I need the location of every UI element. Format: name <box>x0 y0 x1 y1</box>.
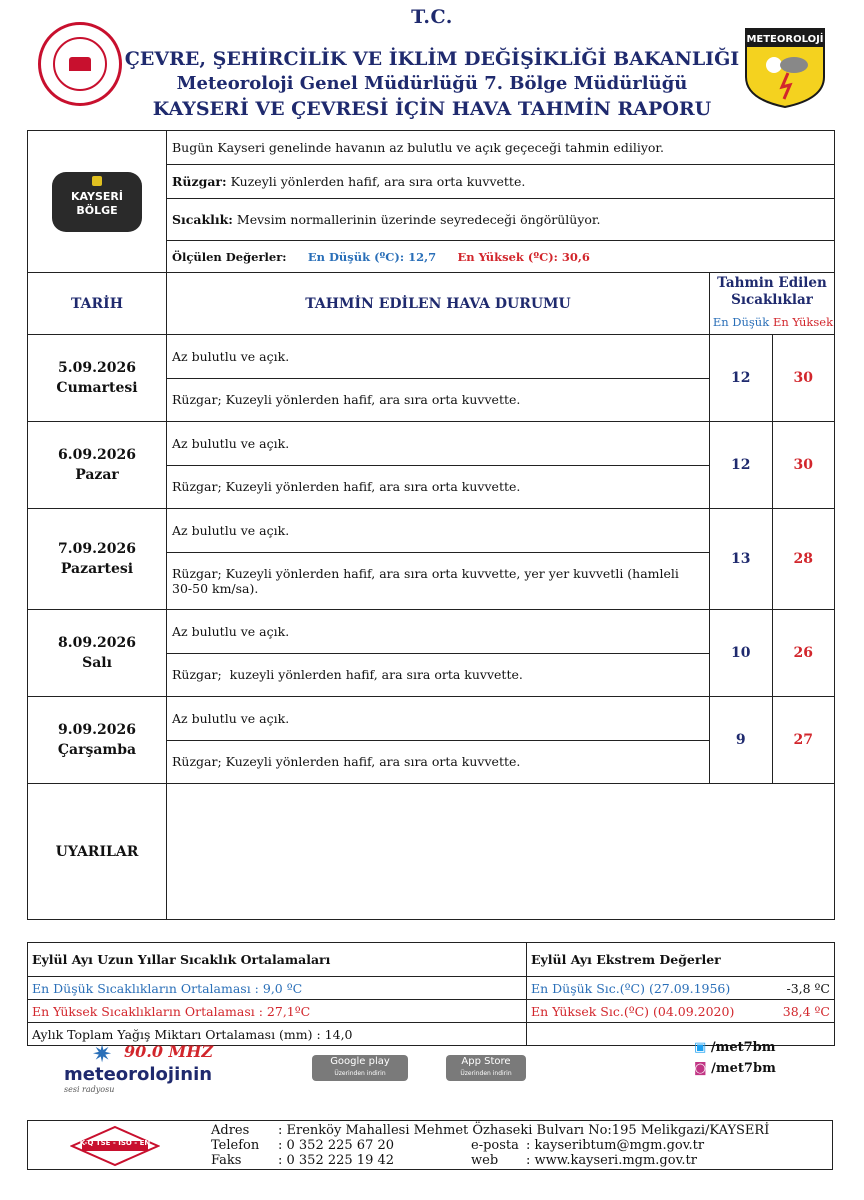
google-play-label: Google play <box>330 1056 390 1067</box>
day-cell <box>28 335 167 422</box>
extreme-min-label: En Düşük Sıc.(ºC) (27.09.1956) <box>527 977 747 1000</box>
day-max: 30 <box>772 422 835 509</box>
day-date: 5.09.2026 <box>58 360 136 376</box>
instagram-handle-text: /met7bm <box>711 1061 776 1076</box>
email-label: e-posta <box>471 1138 519 1153</box>
logo-right-label: METEOROLOJİ <box>746 34 824 45</box>
empty-cell <box>527 1023 835 1046</box>
app-store-sublabel: Üzerinden indirin <box>460 1070 512 1077</box>
header-directorate: Meteoroloji Genel Müdürlüğü 7. Bölge Müdürlüğü <box>176 73 688 94</box>
avg-min-temp: En Düşük Sıcaklıkların Ortalaması : 9,0 ºC <box>28 977 527 1000</box>
meteoroloji-logo <box>744 27 826 109</box>
temps-header-line-2: Sıcaklıklar <box>731 291 813 308</box>
day-forecast <box>167 422 710 509</box>
region-logo-cell <box>28 131 167 273</box>
day-forecast <box>167 697 710 784</box>
day-forecast <box>167 335 710 422</box>
temp-summary <box>167 199 835 241</box>
day-weekday: Çarşamba <box>57 742 137 758</box>
monthly-stats-table <box>27 942 835 1046</box>
day-weekday: Cumartesi <box>56 380 138 396</box>
wind-summary-text: Kuzeyli yönlerden hafif, ara sıra orta kuvvette. <box>230 174 526 189</box>
google-play-button[interactable] <box>312 1055 408 1081</box>
temp-label: Sıcaklık: <box>172 212 233 227</box>
phone-value: : 0 352 225 67 20 <box>278 1138 395 1153</box>
max-column-header: En Yüksek <box>772 311 835 335</box>
measured-label: Ölçülen Değerler: <box>172 249 287 264</box>
day-sky: Az bulutlu ve açık. <box>167 422 709 465</box>
wind-summary <box>167 165 835 199</box>
day-sky: Az bulutlu ve açık. <box>167 335 709 378</box>
instagram-handle[interactable] <box>694 1061 776 1076</box>
address-value: : Erenköy Mahallesi Mehmet Özhaseki Bulvarı No:195 Melikgazi/KAYSERİ <box>278 1123 770 1138</box>
fax-label: Faks <box>211 1153 242 1168</box>
day-cell <box>28 610 167 697</box>
extreme-max-label: En Yüksek Sıc.(ºC) (04.09.2020) <box>527 1000 747 1023</box>
table-row <box>28 610 835 697</box>
app-store-button[interactable] <box>446 1055 526 1081</box>
cert-text: K-Q TSE - ISO - EN 9000 <box>79 1139 151 1159</box>
phone-label: Telefon <box>211 1138 260 1153</box>
badge-icon <box>92 176 102 186</box>
day-weekday: Salı <box>82 655 112 671</box>
day-weekday: Pazartesi <box>60 561 134 577</box>
warnings-label: UYARILAR <box>28 784 167 920</box>
measured-max: En Yüksek (ºC): 30,6 <box>457 249 590 264</box>
radio-name: meteorolojinin <box>64 1064 213 1085</box>
table-row <box>28 697 835 784</box>
header-ministry: ÇEVRE, ŞEHİRCİLİK VE İKLİM DEĞİŞİKLİĞİ BAKANLIĞI <box>124 48 740 70</box>
day-date: 8.09.2026 <box>58 635 136 651</box>
twitter-handle-text: /met7bm <box>710 1040 776 1055</box>
extreme-values-title: Eylül Ayı Ekstrem Değerler <box>527 943 835 977</box>
day-wind: Rüzgar; Kuzeyli yönlerden hafif, ara sıra orta kuvvette, yer yer kuvvetli (hamleli 30-50 km/sa). <box>172 565 679 596</box>
avg-rainfall: Aylık Toplam Yağış Miktarı Ortalaması (mm) : 14,0 <box>28 1023 527 1046</box>
report-title: KAYSERİ VE ÇEVRESİ İÇİN HAVA TAHMİN RAPORU <box>152 98 712 120</box>
email-value[interactable]: : kayseribtum@mgm.gov.tr <box>526 1138 705 1153</box>
temps-column-header <box>710 273 835 311</box>
table-row <box>28 422 835 509</box>
measured-values <box>167 241 835 273</box>
day-max: 26 <box>772 610 835 697</box>
google-play-sublabel: Üzerinden indirin <box>334 1070 386 1077</box>
twitter-icon: ▣ <box>694 1040 707 1055</box>
date-column-header: TARİH <box>28 273 167 335</box>
avg-max-temp: En Yüksek Sıcaklıkların Ortalaması : 27,1ºC <box>28 1000 527 1023</box>
day-forecast <box>167 610 710 697</box>
warnings-row <box>28 784 835 920</box>
forecast-table <box>27 130 835 920</box>
day-max: 30 <box>772 335 835 422</box>
day-sky: Az bulutlu ve açık. <box>167 509 709 552</box>
day-min: 13 <box>710 509 773 610</box>
logo-line-2: BÖLGE <box>76 203 118 217</box>
extreme-min-value: -3,8 ºC <box>746 977 835 1000</box>
day-cell <box>28 509 167 610</box>
app-store-label: App Store <box>461 1056 511 1067</box>
day-min: 9 <box>710 697 773 784</box>
measured-min: En Düşük (ºC): 12,7 <box>307 249 437 264</box>
web-value[interactable]: : www.kayseri.mgm.gov.tr <box>526 1153 697 1168</box>
temp-summary-text: Mevsim normallerinin üzerinde seyredeceği öngörülüyor. <box>236 212 601 227</box>
radio-frequency: 90.0 MHZ <box>124 1042 214 1061</box>
day-wind: Rüzgar; kuzeyli yönlerden hafif, ara sıra orta kuvvette. <box>172 667 523 683</box>
day-wind: Rüzgar; Kuzeyli yönlerden hafif, ara sıra orta kuvvette. <box>172 392 521 408</box>
day-min: 10 <box>710 610 773 697</box>
footer-contact <box>27 1120 833 1170</box>
min-column-header: En Düşük <box>710 311 773 335</box>
day-forecast <box>167 509 710 610</box>
day-cell <box>28 422 167 509</box>
day-weekday: Pazar <box>75 467 119 483</box>
instagram-icon: ◙ <box>694 1061 707 1076</box>
day-min: 12 <box>710 422 773 509</box>
day-date: 6.09.2026 <box>58 447 136 463</box>
header-line-1: T.C. <box>411 6 453 28</box>
day-sky: Az bulutlu ve açık. <box>167 610 709 653</box>
summary-text: Bugün Kayseri genelinde havanın az bulutlu ve açık geçeceği tahmin ediliyor. <box>167 131 835 165</box>
day-wind: Rüzgar; Kuzeyli yönlerden hafif, ara sıra orta kuvvette. <box>172 754 521 770</box>
radio-logo <box>64 1040 224 1096</box>
logo-line-1: KAYSERİ <box>71 189 123 203</box>
extreme-max-value: 38,4 ºC <box>746 1000 835 1023</box>
long-term-averages-title: Eylül Ayı Uzun Yıllar Sıcaklık Ortalamaları <box>28 943 527 977</box>
web-label: web <box>471 1153 499 1168</box>
warnings-content <box>167 784 835 920</box>
day-cell <box>28 697 167 784</box>
day-max: 28 <box>772 509 835 610</box>
fax-value: : 0 352 225 19 42 <box>278 1153 395 1168</box>
day-sky: Az bulutlu ve açık. <box>167 697 709 740</box>
day-date: 7.09.2026 <box>58 541 136 557</box>
forecast-column-header: TAHMİN EDİLEN HAVA DURUMU <box>167 273 710 335</box>
twitter-handle[interactable] <box>694 1040 776 1055</box>
kayseri-region-logo <box>52 172 142 232</box>
radio-star-icon: ✷ <box>92 1040 113 1068</box>
address-label: Adres <box>211 1123 250 1138</box>
table-row <box>28 335 835 422</box>
temps-header-line-1: Tahmin Edilen <box>717 274 827 291</box>
wind-label: Rüzgar: <box>172 174 227 189</box>
radio-tagline: sesi radyosu <box>64 1085 115 1094</box>
day-date: 9.09.2026 <box>58 722 136 738</box>
day-max: 27 <box>772 697 835 784</box>
table-row <box>28 509 835 610</box>
day-wind: Rüzgar; Kuzeyli yönlerden hafif, ara sıra orta kuvvette. <box>172 479 521 495</box>
day-min: 12 <box>710 335 773 422</box>
